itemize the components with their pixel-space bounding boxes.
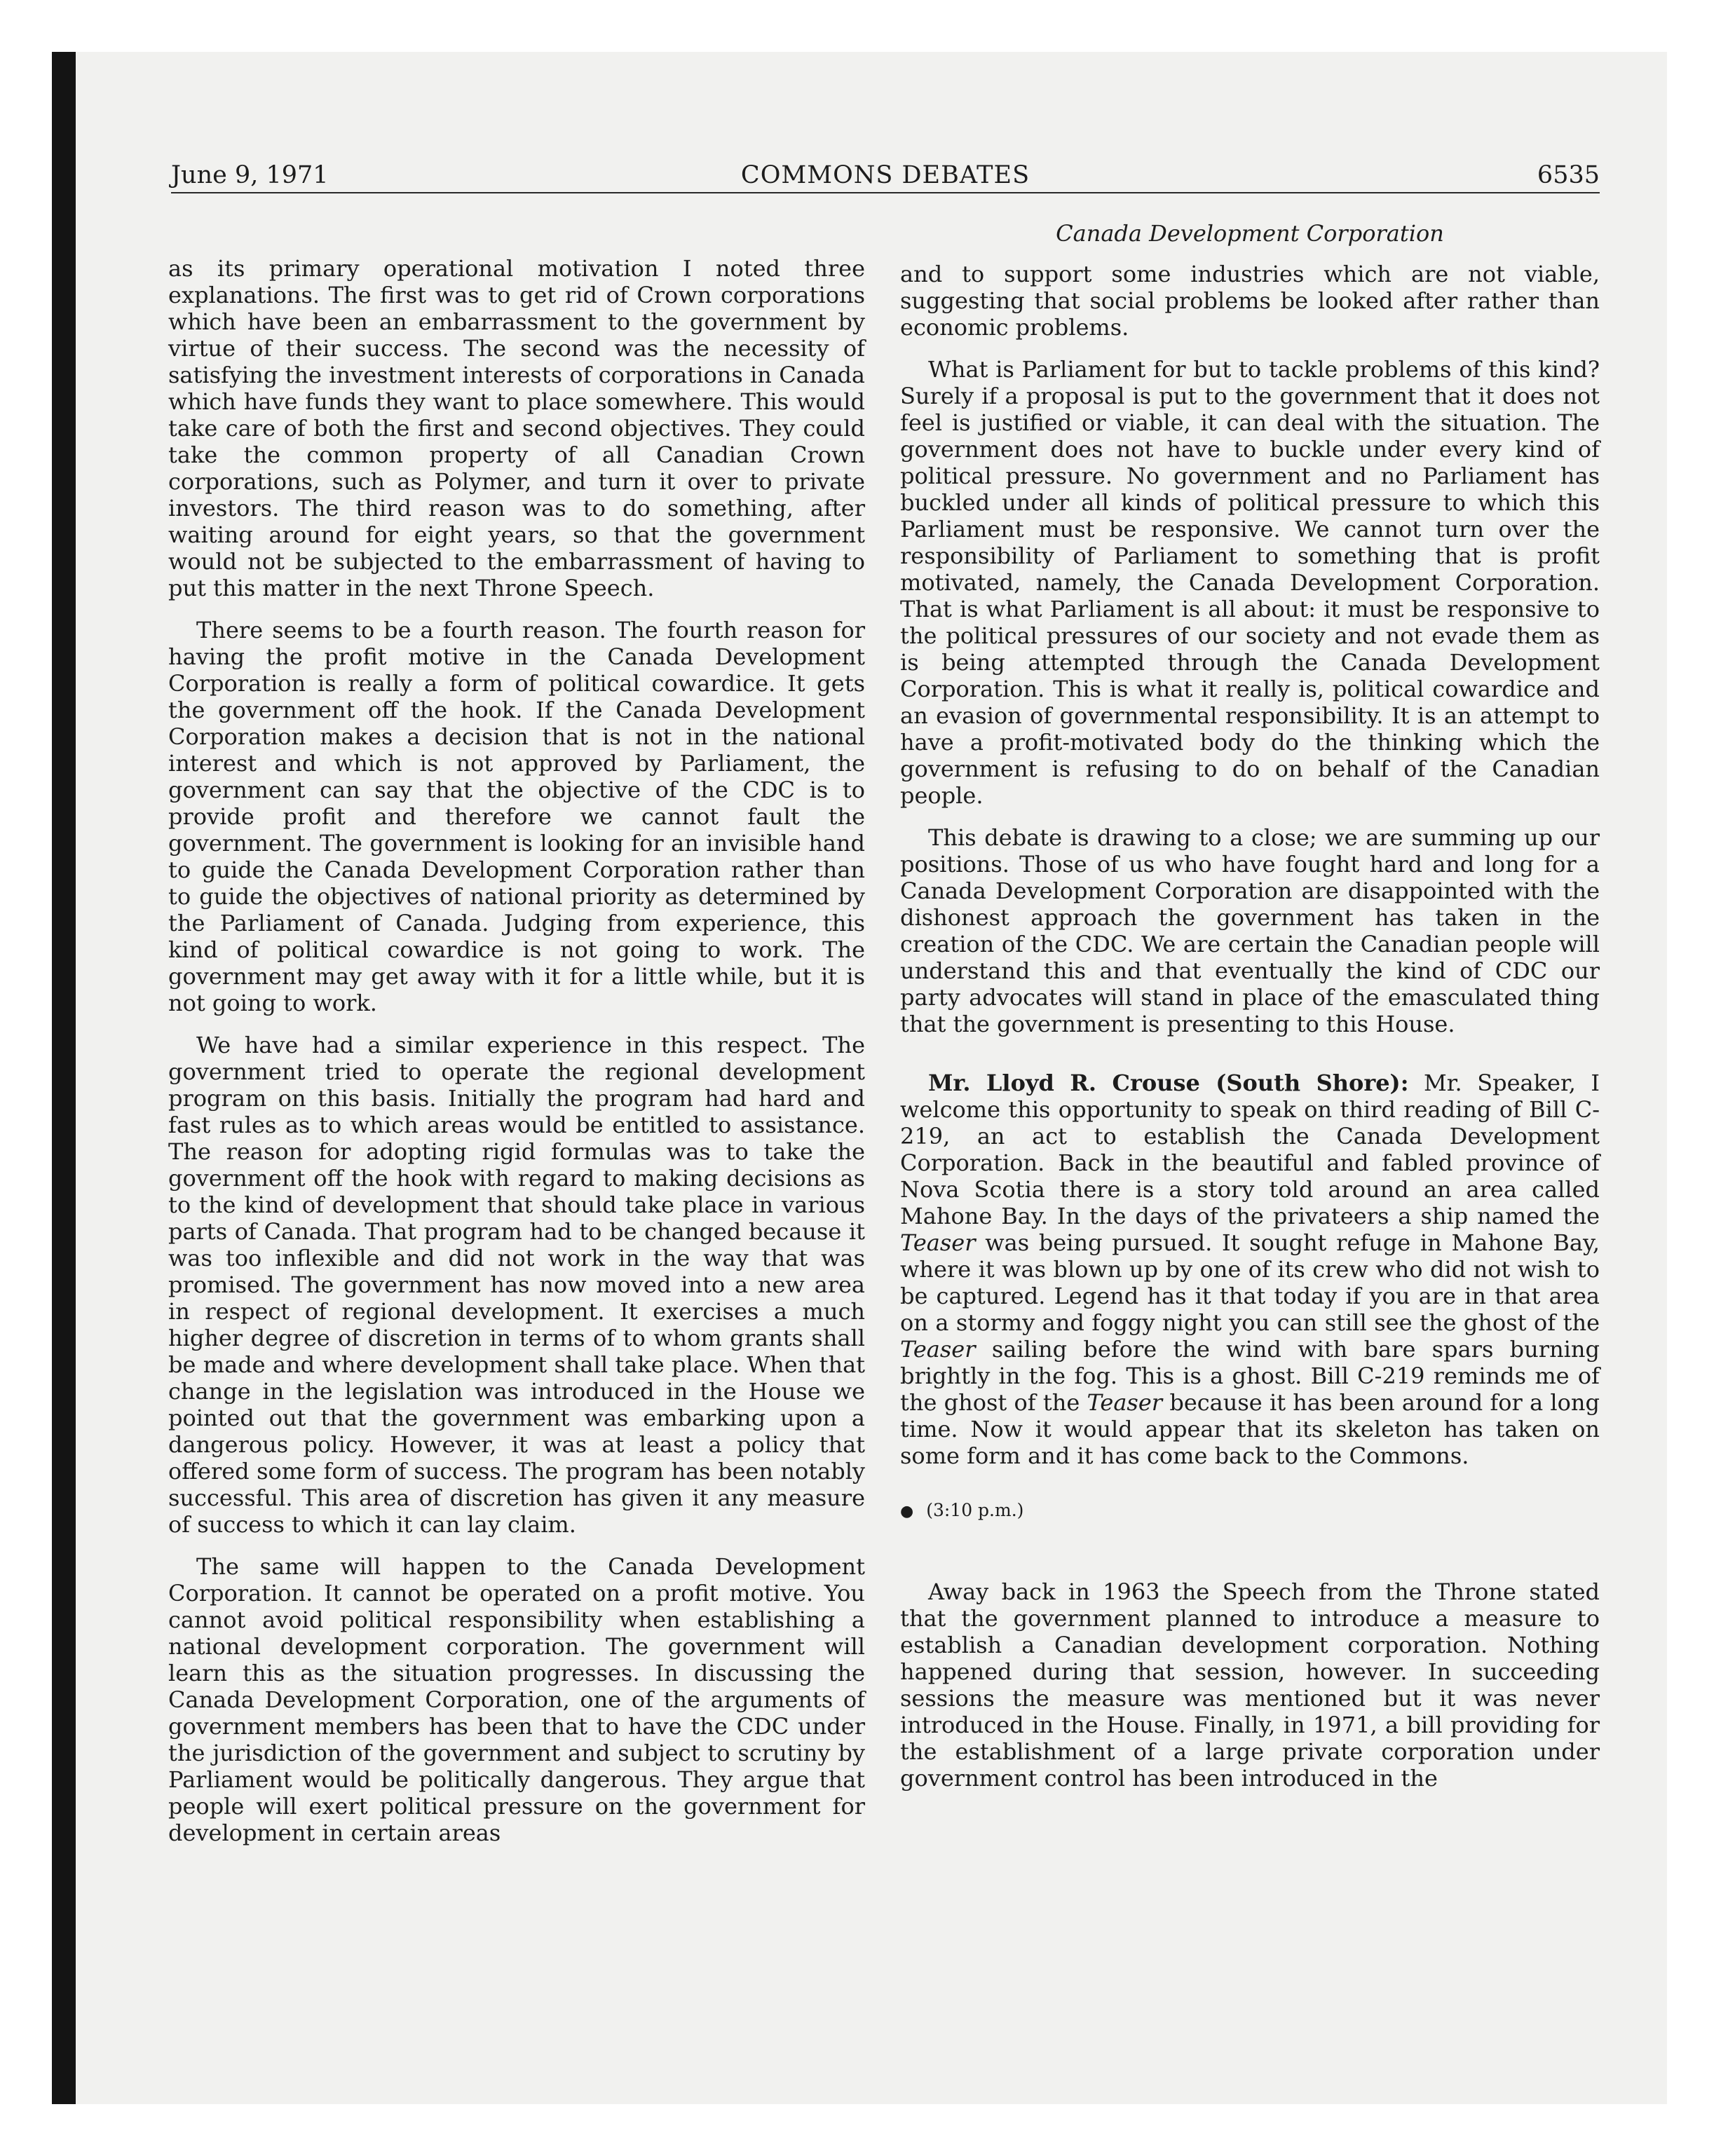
speech-text: because it has been around for a long time. Now it would appear that its skeleton has taken on some form and it has come back to the Commons. bbox=[900, 1389, 1600, 1469]
ship-name: Teaser bbox=[1087, 1389, 1163, 1416]
paragraph: Away back in 1963 the Speech from the Throne stated that the government planned to introduce a measure to establish a Canadian development corporation. Nothing happened during that session, however. In succeeding sessions the measure was mentioned but it was never introduced in the House. Finally, in 1971, a bill providing for the establishment of a large private corporation under government control has been introduced in the bbox=[900, 1578, 1600, 1792]
publication-title: COMMONS DEBATES bbox=[740, 161, 1030, 189]
speech-text: sailing before the wind with bare spars burning brightly in the fog. This is a ghost. Bill C-219 reminds me of the ghost of the bbox=[900, 1336, 1600, 1416]
left-column bbox=[168, 255, 865, 1881]
paragraph: There seems to be a fourth reason. The fourth reason for having the profit motive in the Canada Development Corporation is really a form of political cowardice. It gets the government off the hook. If the Canada Development Corporation makes a decision that is not in the national interest and which is not approved by Parliament, the government can say that the objective of the CDC is to provide profit and therefore we cannot fault the government. The government is looking for an invisible hand to guide the Canada Development Corporation rather than to guide the objectives of national priority as determined by the Parliament of Canada. Judging from experience, this kind of political cowardice is not going to work. The government may get away with it for a little while, but it is not going to work. bbox=[168, 617, 865, 1016]
page-number: 6535 bbox=[1537, 161, 1600, 189]
scan-edge bbox=[52, 52, 76, 2104]
bullet-icon: ● bbox=[900, 1503, 914, 1520]
time-marker-text: (3:10 p.m.) bbox=[926, 1500, 1024, 1520]
paragraph: The same will happen to the Canada Development Corporation. It cannot be operated on a profit motive. You cannot avoid political responsibility when establishing a national development corporation. The government will learn this as the situation progresses. In discussing the Canada Development Corporation, one of the arguments of government members has been that to have the CDC under the jurisdiction of the government and subject to scrutiny by Parliament would be politically dangerous. They argue that people will exert political pressure on the government for development in certain areas bbox=[168, 1553, 865, 1846]
speech-text: Mr. Speaker, I welcome this opportunity to speak on third reading of Bill C-219, an act to establish the Canada Development Corporation. Back in the beautiful and fabled province of Nova Scotia there is a story told around an area called Mahone Bay. In the days of the privateers a ship named the bbox=[900, 1070, 1600, 1229]
speech-paragraph bbox=[900, 1070, 1600, 1469]
time-marker bbox=[900, 1497, 1600, 1525]
paragraph: This debate is drawing to a close; we are summing up our positions. Those of us who have fought hard and long for a Canada Development Corporation are disappointed with the dishonest approach the government has taken in the creation of the CDC. We are certain the Canadian people will understand this and that eventually the kind of CDC our party advocates will stand in place of the emasculated thing that the government is presenting to this House. bbox=[900, 824, 1600, 1037]
paragraph: We have had a similar experience in this respect. The government tried to operate the regional development program on this basis. Initially the program had hard and fast rules as to which areas would be entitled to assistance. The reason for adopting rigid formulas was to take the government off the hook with regard to making decisions as to the kind of development that should take place in various parts of Canada. That program had to be changed because it was too inflexible and did not work in the way that was promised. The government has now moved into a new area in respect of regional development. It exercises a much higher degree of discretion in terms of to whom grants shall be made and where development shall take place. When that change in the legislation was introduced in the House we pointed out that the government was embarking upon a dangerous policy. However, it was at least a policy that offered some form of success. The program has been notably successful. This area of discretion has given it any measure of success to which it can lay claim. bbox=[168, 1032, 865, 1538]
paragraph: What is Parliament for but to tackle problems of this kind? Surely if a proposal is put to the government that it does not feel is justified or viable, it can deal with the situation. The government does not have to buckle under every kind of political pressure. No government and no Parliament has buckled under all kinds of political pressure to which this Parliament must be responsive. We cannot turn over the responsibility of Parliament to something that is profit motivated, namely, the Canada Development Corporation. That is what Parliament is all about: it must be responsive to the political pressures of our society and not evade them as is being attempted through the Canada Development Corporation. This is what it really is, political cowardice and an evasion of governmental responsibility. It is an attempt to have a profit-motivated body do the thinking which the government is refusing to do on behalf of the Canadian people. bbox=[900, 356, 1600, 809]
paragraph: and to support some industries which are not viable, suggesting that social problems be looked after rather than economic problems. bbox=[900, 261, 1600, 341]
speech-text: was being pursued. It sought refuge in Mahone Bay, where it was blown up by one of its crew who did not wish to be captured. Legend has it that today if you are in that area on a stormy and foggy night you can still see the ghost of the bbox=[900, 1229, 1600, 1336]
running-header bbox=[171, 158, 1600, 193]
speaker-name: Mr. Lloyd R. Crouse (South Shore): bbox=[928, 1070, 1409, 1096]
right-column bbox=[900, 261, 1600, 1887]
paragraph: as its primary operational motivation I noted three explanations. The first was to get rid of Crown corporations which have been an embarrassment to the government by virtue of their success. The second was the necessity of satisfying the investment interests of corporations in Canada which have funds they want to place somewhere. This would take care of both the first and second objectives. They could take the common property of all Canadian Crown corporations, such as Polymer, and turn it over to private investors. The third reason was to do something, after waiting around for eight years, so that the government would not be subjected to the embarrassment of having to put this matter in the next Throne Speech. bbox=[168, 255, 865, 601]
ship-name: Teaser bbox=[900, 1229, 976, 1256]
header-date: June 9, 1971 bbox=[171, 161, 329, 189]
section-title: Canada Development Corporation bbox=[1056, 220, 1444, 247]
ship-name: Teaser bbox=[900, 1336, 976, 1363]
